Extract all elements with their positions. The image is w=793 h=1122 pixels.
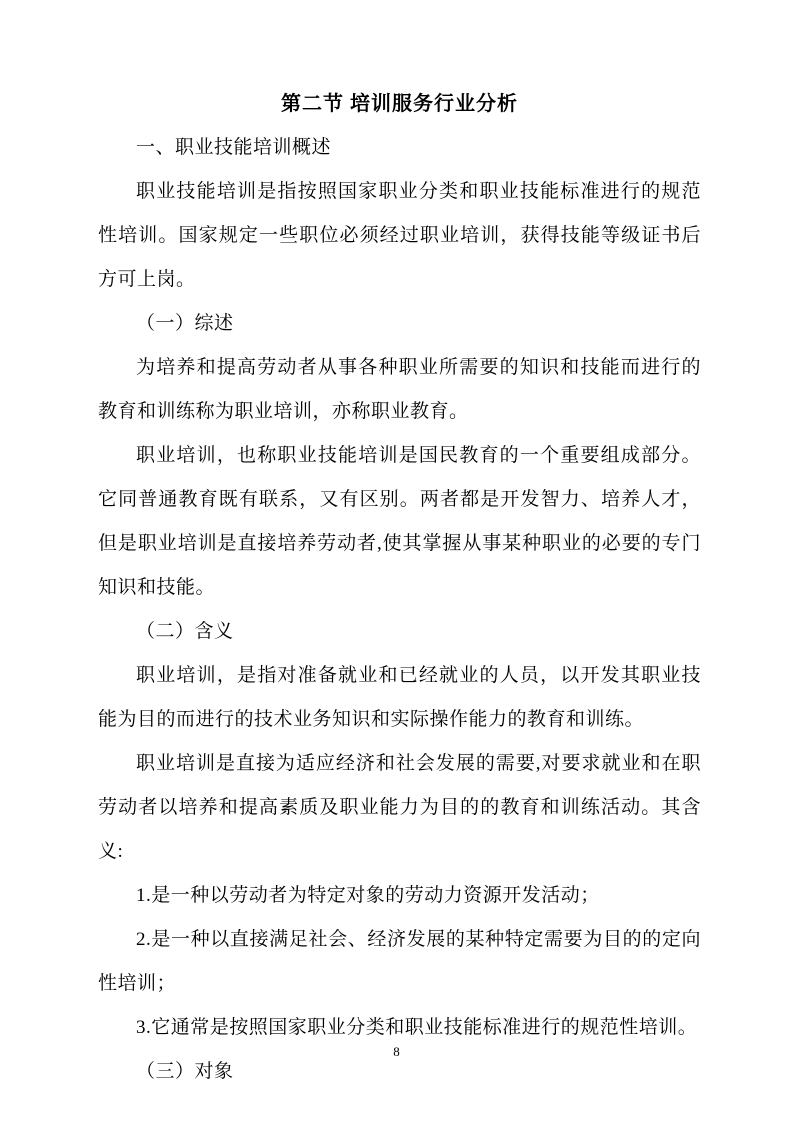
paragraph-subheading-meaning: （二）含义 xyxy=(136,621,234,642)
paragraph-subheading-summary: （一）综述 xyxy=(136,313,234,334)
paragraph: 为培养和提高劳动者从事各种职业所需要的知识和技能而进行的教育和训练称为职业培训，亦称职业教育。 xyxy=(98,357,701,422)
paragraph-list-item-3: 3.它通常是按照国家职业分类和职业技能标准进行的规范性培训。 xyxy=(136,1017,698,1038)
paragraph: 职业培训，是指对准备就业和已经就业的人员，以开发其职业技能为目的而进行的技术业务知识和实际操作能力的教育和训练。 xyxy=(98,665,701,730)
paragraph: 职业培训，也称职业技能培训是国民教育的一个重要组成部分。它同普通教育既有联系，又有区别。两者都是开发智力、培养人才，但是职业培训是直接培养劳动者,使其掌握从事某种职业的必要的专门知识和技能。 xyxy=(98,445,701,598)
paragraph: 职业培训是直接为适应经济和社会发展的需要,对要求就业和在职劳动者以培养和提高素质及职业能力为目的的教育和训练活动。其含义: xyxy=(98,753,701,862)
paragraph: 职业技能培训是指按照国家职业分类和职业技能标准进行的规范性培训。国家规定一些职位必须经过职业培训，获得技能等级证书后方可上岗。 xyxy=(98,181,701,290)
paragraph-heading-overview: 一、职业技能培训概述 xyxy=(136,137,332,158)
section-title: 第二节 培训服务行业分析 xyxy=(281,93,518,115)
paragraph-list-item-1: 1.是一种以劳动者为特定对象的劳动力资源开发活动； xyxy=(136,885,600,906)
paragraph-subheading-target: （三）对象 xyxy=(136,1061,234,1082)
paragraph-list-item-2: 2.是一种以直接满足社会、经济发展的某种特定需要为目的的定向性培训； xyxy=(98,929,701,994)
page-number: 8 xyxy=(393,1044,400,1059)
